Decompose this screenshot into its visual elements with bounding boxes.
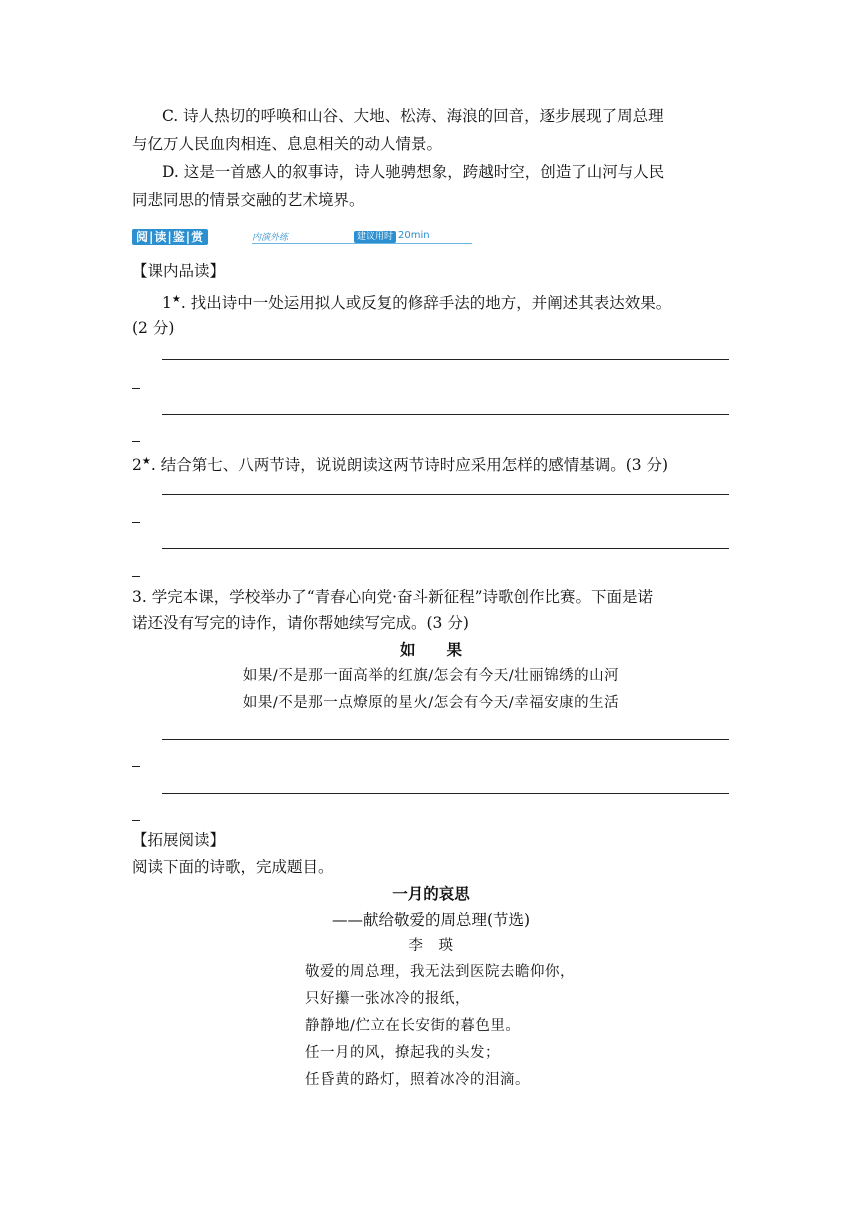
answer-line-q2-2[interactable] xyxy=(162,548,729,549)
option-d-line2: 同悲同思的情景交融的艺术境界。 xyxy=(132,191,365,209)
question-3-line2: 诺还没有写完的诗作，请你帮她续写完成。(3 分) xyxy=(132,614,469,632)
poem-line: 只好攥一张冰冷的报纸， xyxy=(305,991,470,1007)
section-heading-extended: 【拓展阅读】 xyxy=(132,831,226,849)
draft-poem-line-2: 如果/不是那一点燎原的星火/怎会有今天/幸福安康的生活 xyxy=(242,695,620,711)
reading-section-banner xyxy=(132,229,430,245)
answer-line-q1-2[interactable] xyxy=(162,414,729,415)
poem-title: 一月的哀思 xyxy=(392,885,470,903)
answer-line-dash xyxy=(132,388,140,389)
banner-rule xyxy=(252,243,472,244)
answer-line-q2-1[interactable] xyxy=(162,494,729,495)
answer-line-q1-1[interactable] xyxy=(162,359,729,360)
question-1-score: (2 分) xyxy=(132,319,175,337)
banner-title: 阅|读|鉴|赏 xyxy=(132,229,208,245)
star-icon: ★ xyxy=(171,294,181,305)
section-heading-in-class: 【课内品读】 xyxy=(132,262,226,280)
poem-line: 敬爱的周总理，我无法到医院去瞻仰你， xyxy=(305,964,575,980)
banner-time-value: 20min xyxy=(398,230,430,241)
star-icon: ★ xyxy=(141,456,151,467)
question-3-line1: 3. 学完本课，学校举办了“青春心向党·奋斗新征程”诗歌创作比赛。下面是诺 xyxy=(132,588,653,606)
question-1-number: 1 xyxy=(162,294,172,313)
question-2-number: 2 xyxy=(132,456,142,475)
banner-time-label: 建议用时 xyxy=(354,231,396,243)
option-d-line1: D. 这是一首感人的叙事诗，诗人驰骋想象，跨越时空，创造了山河与人民 xyxy=(162,163,665,181)
answer-line-dash xyxy=(132,522,140,523)
question-2-text: . 结合第七、八两节诗，说说朗读这两节诗时应采用怎样的感情基调。(3 分) xyxy=(150,456,669,475)
answer-line-q3-1[interactable] xyxy=(162,739,729,740)
poem-author: 李 瑛 xyxy=(408,938,454,954)
draft-poem-line-1: 如果/不是那一面高举的红旗/怎会有今天/壮丽锦绣的山河 xyxy=(242,668,620,684)
question-1-text: . 找出诗中一处运用拟人或反复的修辞手法的地方，并阐述其表达效果。 xyxy=(180,294,672,313)
reading-instruction: 阅读下面的诗歌，完成题目。 xyxy=(132,858,334,876)
answer-line-q3-2[interactable] xyxy=(162,793,729,794)
poem-line: 任昏黄的路灯，照着冰冷的泪滴。 xyxy=(305,1072,530,1088)
option-c-line2: 与亿万人民血肉相连、息息相关的动人情景。 xyxy=(132,135,443,153)
option-c-line1: C. 诗人热切的呼唤和山谷、大地、松涛、海浪的回音，逐步展现了周总理 xyxy=(162,107,664,125)
question-1 xyxy=(162,287,760,316)
answer-line-dash xyxy=(132,576,140,577)
answer-line-dash xyxy=(132,820,140,821)
poem-line: 静静地/伫立在长安街的暮色里。 xyxy=(305,1018,521,1034)
poem-subtitle: ——献给敬爱的周总理(节选) xyxy=(331,911,531,929)
poem-line: 任一月的风，撩起我的头发； xyxy=(305,1045,500,1061)
question-2 xyxy=(132,449,730,478)
banner-subtitle: 内演外练 xyxy=(252,233,289,243)
answer-line-dash xyxy=(132,441,140,442)
draft-poem-title: 如 果 xyxy=(399,641,462,659)
answer-line-dash xyxy=(132,766,140,767)
